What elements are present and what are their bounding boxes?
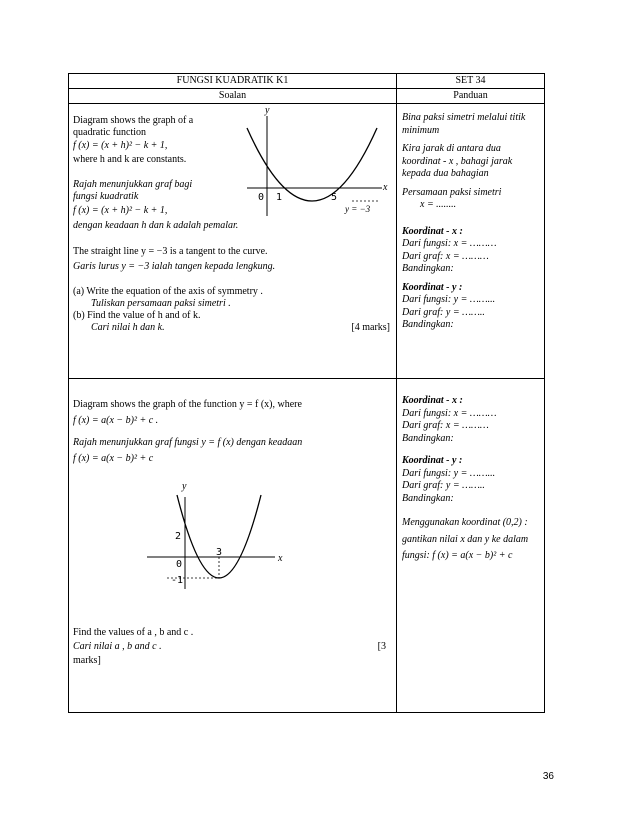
g1-kx-graf: Dari graf: x = ……… bbox=[402, 250, 489, 262]
q1-formula: f (x) = (x + h)² − k + 1, bbox=[73, 140, 168, 151]
q2-formula: f (x) = a(x − b)² + c . bbox=[73, 415, 159, 426]
g1-line-3: Kira jarak di antara dua bbox=[402, 143, 501, 154]
q2-y-tick-2: 2 bbox=[175, 531, 182, 542]
q1-en-intro-2: quadratic function bbox=[73, 127, 147, 138]
q2-ms-formula: f (x) = a(x − b)² + c bbox=[73, 453, 154, 464]
header-title: FUNGSI KUADRATIK K1 bbox=[69, 74, 397, 89]
g1-ky-title: Koordinat - y : bbox=[402, 281, 463, 293]
q1-ms-formula: f (x) = (x + h)² − k + 1, bbox=[73, 205, 168, 216]
header-soalan: Soalan bbox=[69, 89, 397, 104]
question-2-cell bbox=[69, 379, 397, 713]
q1-tangent-en: The straight line y = −3 is a tangent to the curve. bbox=[73, 246, 268, 257]
q2-marks-1: [3 bbox=[377, 641, 386, 652]
q1-en-intro-1: Diagram shows the graph of a bbox=[73, 115, 194, 126]
g2-use-1: Menggunakan koordinat (0,2) : bbox=[402, 517, 528, 528]
q2-parabola-graph bbox=[147, 477, 317, 607]
q2-marks-2: marks] bbox=[73, 655, 101, 666]
g2-kx-title: Koordinat - x : bbox=[402, 395, 463, 406]
q2-en-intro: Diagram shows the graph of the function y = f (x), where bbox=[73, 399, 302, 410]
g2-use-2: gantikan nilai x dan y ke dalam bbox=[402, 533, 529, 545]
q1-en-where: where h and k are constants. bbox=[73, 154, 187, 165]
q1-tangent-ms: Garis lurus y = −3 ialah tangen kepada lengkung. bbox=[73, 261, 276, 272]
q1-part-a-ms: Tuliskan persamaan paksi simetri . bbox=[91, 298, 231, 309]
page-number: 36 bbox=[542, 771, 554, 782]
g1-line-6: Persamaan paksi simetri bbox=[402, 186, 502, 198]
q1-marks: [4 marks] bbox=[351, 322, 390, 333]
g1-line-2: minimum bbox=[402, 124, 440, 136]
question-1-cell bbox=[69, 104, 397, 379]
g2-kx-fungsi: Dari fungsi: x = ……… bbox=[402, 407, 497, 419]
worksheet-table bbox=[68, 73, 545, 713]
q2-origin-label: 0 bbox=[176, 559, 183, 570]
g1-line-5: kepada dua bahagian bbox=[402, 168, 489, 179]
q1-part-b-ms: Cari nilai h dan k. bbox=[91, 322, 165, 333]
q2-min-label: -1 bbox=[171, 575, 184, 586]
g1-kx-band: Bandingkan: bbox=[402, 263, 454, 274]
header-panduan: Panduan bbox=[397, 89, 545, 104]
g1-ky-graf: Dari graf: y = …….. bbox=[402, 306, 485, 318]
g1-ky-fungsi: Dari fungsi: y = ……... bbox=[402, 294, 496, 305]
g2-ky-fungsi: Dari fungsi: y = ……... bbox=[402, 467, 496, 479]
q1-tick-5: 5 bbox=[331, 192, 338, 203]
g2-ky-band: Bandingkan: bbox=[402, 492, 454, 504]
q1-ms-where: dengan keadaan h dan k adalah pemalar. bbox=[73, 220, 239, 231]
q1-parabola-graph bbox=[227, 104, 397, 234]
q1-part-a-en: (a) Write the equation of the axis of symmetry . bbox=[73, 286, 263, 297]
g2-ky-graf: Dari graf: y = …….. bbox=[402, 480, 485, 491]
q1-tick-1: 1 bbox=[276, 192, 283, 203]
g2-kx-graf: Dari graf: x = ……… bbox=[402, 420, 489, 431]
q1-line-label: y = −3 bbox=[345, 204, 371, 214]
q2-ms-intro: Rajah menunjukkan graf fungsi y = f (x) dengan keadaan bbox=[73, 437, 303, 448]
g1-kx-title: Koordinat - x : bbox=[402, 225, 463, 237]
q2-y-label: y bbox=[182, 481, 187, 492]
g1-line-1: Bina paksi simetri melalui titik bbox=[402, 112, 526, 123]
q1-origin-label: 0 bbox=[258, 192, 265, 203]
q2-x-tick-3: 3 bbox=[216, 547, 223, 558]
g1-ky-band: Bandingkan: bbox=[402, 319, 454, 330]
q1-x-label: x bbox=[383, 182, 388, 193]
g1-line-4: koordinat - x , bahagi jarak bbox=[402, 155, 513, 167]
guide-2-cell bbox=[397, 379, 545, 713]
g2-ky-title: Koordinat - y : bbox=[402, 455, 463, 466]
q2-x-label: x bbox=[278, 553, 283, 564]
g2-kx-band: Bandingkan: bbox=[402, 432, 454, 444]
q1-y-label: y bbox=[265, 105, 270, 116]
header-set: SET 34 bbox=[397, 74, 545, 89]
g1-line-7: x = ........ bbox=[420, 199, 457, 210]
g2-use-3: fungsi: f (x) = a(x − b)² + c bbox=[402, 550, 513, 561]
q2-find-ms: Cari nilai a , b and c . bbox=[73, 641, 162, 652]
q2-find-en: Find the values of a , b and c . bbox=[73, 627, 194, 638]
q1-ms-intro-1: Rajah menunjukkan graf bagi bbox=[73, 179, 193, 190]
q1-part-b-en: (b) Find the value of h and of k. bbox=[73, 310, 201, 321]
guide-1-cell bbox=[397, 104, 545, 379]
q1-ms-intro-2: fungsi kuadratik bbox=[73, 191, 139, 202]
g1-kx-fungsi: Dari fungsi: x = ……… bbox=[402, 238, 497, 249]
